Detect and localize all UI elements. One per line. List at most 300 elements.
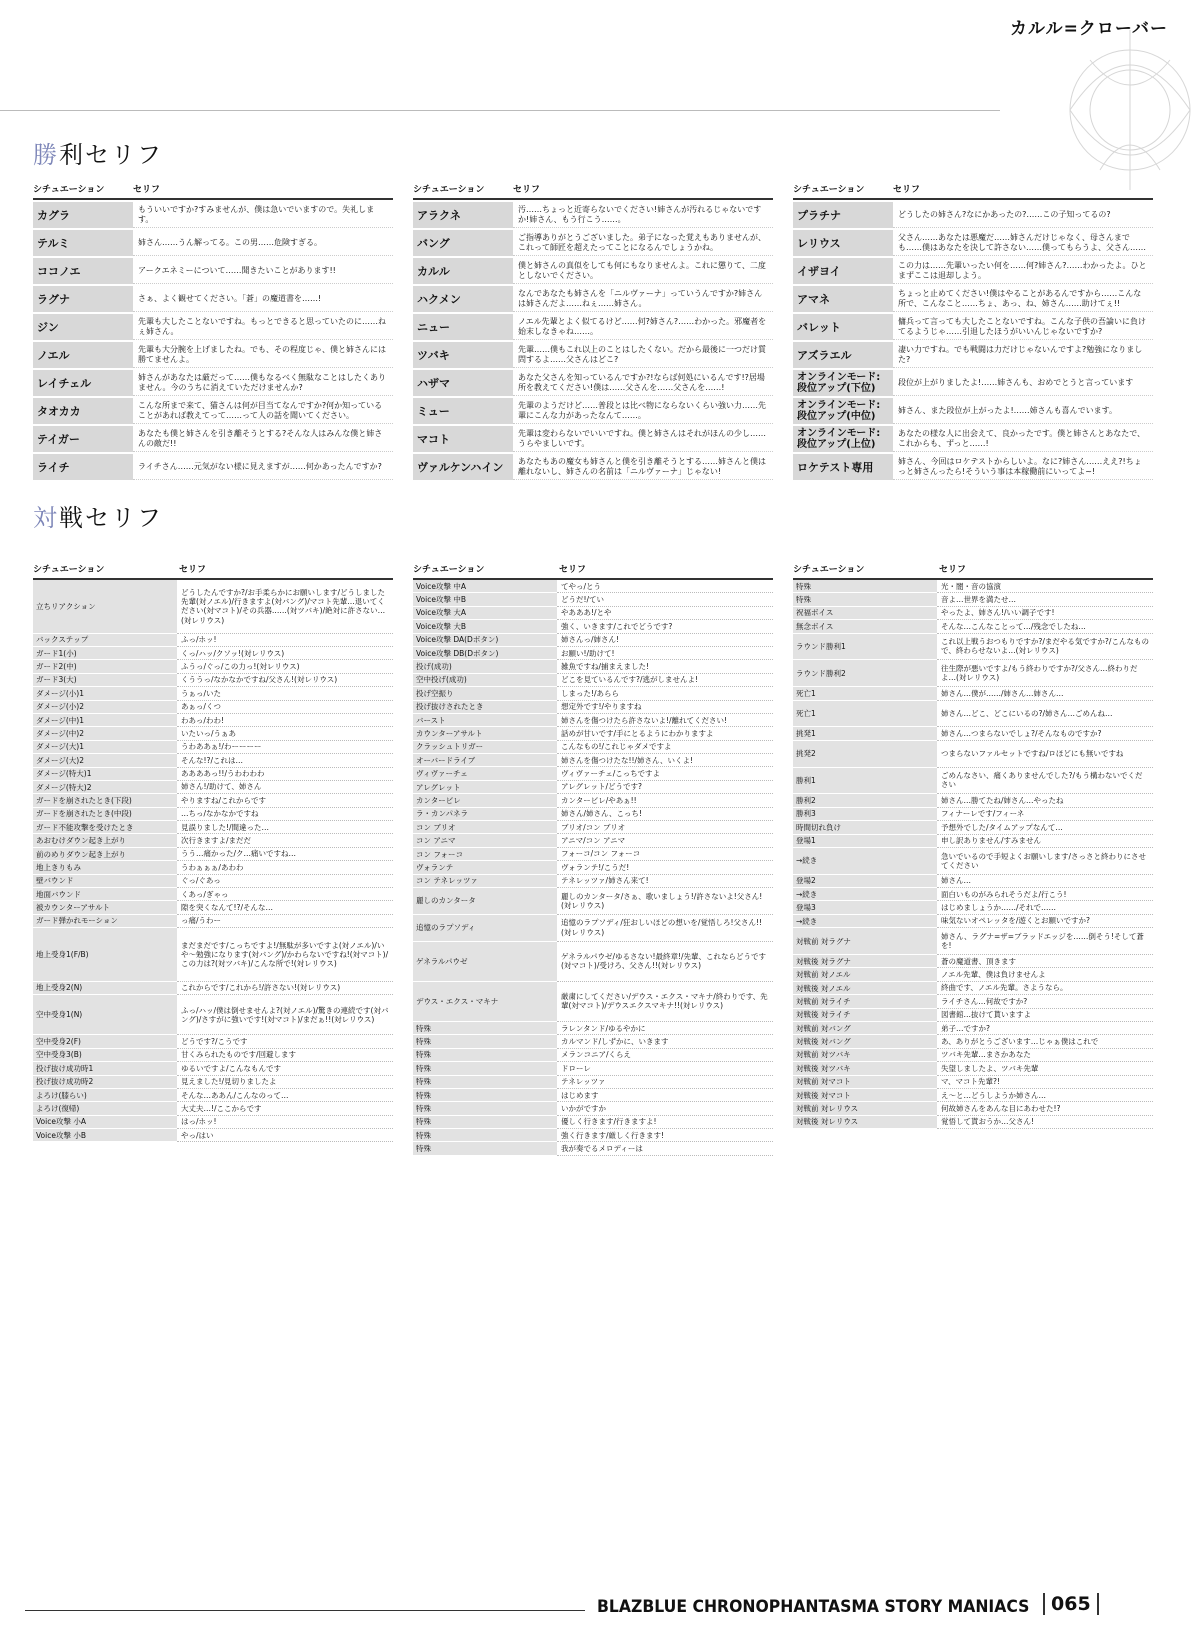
situation-cell: 特殊 (793, 593, 937, 606)
situation-cell: Voice攻撃 大A (413, 607, 557, 620)
header-line: セリフ (559, 565, 587, 575)
line-cell: やっ/はい (177, 1129, 393, 1142)
line-cell: テネレッツァ (557, 1076, 773, 1089)
line-cell: っ痛/うわー (177, 915, 393, 928)
situation-cell: コン フォーコ (413, 848, 557, 861)
line-cell: マ、マコト先輩?! (937, 1076, 1153, 1089)
table-row (793, 848, 1153, 875)
table-row (33, 781, 393, 794)
line-cell: アークエネミーについて……聞きたいことがあります!! (133, 258, 393, 284)
situation-cell: ダメージ(中)2 (33, 727, 177, 740)
header-divider (0, 110, 1000, 111)
table-row (413, 370, 773, 396)
line-cell: 姉さん…勝てたね/姉さん…やったね (937, 794, 1153, 807)
table-row (413, 808, 773, 821)
situation-cell: 地面バウンド (33, 888, 177, 901)
situation-cell: 特殊 (413, 1062, 557, 1075)
line-cell: 姉さん!/助けて、姉さん (177, 781, 393, 794)
line-cell: うわああぁ!/わーーーー (177, 741, 393, 754)
line-cell: お願い!/助けて! (557, 647, 773, 660)
table-row (793, 982, 1153, 995)
line-cell: ゆるいですよ/こんなもんです (177, 1062, 393, 1075)
footer-divider (25, 1610, 585, 1611)
table-row (33, 794, 393, 807)
table-row (793, 808, 1153, 821)
table-row (413, 781, 773, 794)
line-cell: そんな…こんなことって…/残念でしたね… (937, 620, 1153, 633)
line-cell: 音よ…世界を満たせ… (937, 593, 1153, 606)
line-cell: いたいっ/うぁあ (177, 727, 393, 740)
line-cell: ツバキ先輩…まさかあなた (937, 1049, 1153, 1062)
line-cell: ぐっ/ぐあっ (177, 875, 393, 888)
table-row (33, 714, 393, 727)
table-row (413, 687, 773, 700)
battle-column (33, 562, 393, 1156)
line-cell: 予想外でした/タイムアップなんて… (937, 821, 1153, 834)
header-line: セリフ (179, 565, 207, 575)
situation-cell: カグラ (33, 202, 133, 228)
table-row (793, 1089, 1153, 1102)
line-cell: てやっ/とう (557, 580, 773, 593)
table-row (413, 701, 773, 714)
table-row (793, 398, 1153, 424)
table-row (413, 888, 773, 915)
situation-cell: オーバードライブ (413, 754, 557, 767)
table-row (413, 861, 773, 874)
table-row (413, 1102, 773, 1115)
table-row (33, 834, 393, 847)
header-situation: シチュエーション (33, 185, 105, 195)
line-cell: メランコニア/くらえ (557, 1049, 773, 1062)
situation-cell: 登場3 (793, 901, 937, 914)
line-cell: ドローレ (557, 1062, 773, 1075)
line-cell: どうです?/こうです (177, 1035, 393, 1048)
table-row (793, 230, 1153, 256)
line-cell: 姉さん…どこ、どこにいるの?/姉さん…ごめんね… (937, 701, 1153, 728)
line-cell: 申し訳ありません/すみません (937, 835, 1153, 848)
situation-cell: ライチ (33, 454, 133, 480)
situation-cell: ラウンド勝利2 (793, 660, 937, 687)
table-row (33, 995, 393, 1035)
battle-column-header (793, 562, 1153, 580)
line-cell: もういいですか?すみませんが、僕は急いでいますので。失礼します。 (133, 202, 393, 228)
line-cell: 話めが甘いです/手にとるようにわかりますよ (557, 727, 773, 740)
situation-cell: 登場2 (793, 875, 937, 888)
situation-cell: 対戦前 対レリウス (793, 1102, 937, 1115)
situation-cell: コン テネレッツァ (413, 875, 557, 888)
line-cell: つまらないファルセットですね/ロほどにも無いですね (937, 741, 1153, 768)
table-row (33, 1035, 393, 1048)
table-row (33, 701, 393, 714)
table-row (413, 593, 773, 606)
situation-cell: 対戦前 対マコト (793, 1076, 937, 1089)
victory-column (793, 182, 1153, 482)
line-cell: そんな!?/これは… (177, 754, 393, 767)
situation-cell: アレグレット (413, 781, 557, 794)
situation-cell: 時間切れ負け (793, 821, 937, 834)
situation-cell: 勝利1 (793, 768, 937, 795)
situation-cell: 被カウンターアサルト (33, 901, 177, 914)
table-row (33, 230, 393, 256)
situation-cell: アマネ (793, 286, 893, 312)
table-row (33, 1076, 393, 1089)
line-cell: ノエル先輩、僕は負けませんよ (937, 968, 1153, 981)
victory-column (33, 182, 393, 482)
line-cell: 味気ないオペレッタを/遊くとお願いですか? (937, 915, 1153, 928)
line-cell: くあっ/ぎゃっ (177, 888, 393, 901)
table-row (33, 741, 393, 754)
line-cell: 父さん……あなたは悪魔だ……姉さんだけじゃなく、母さんまでも……僕はあなたを決して許さない……僕ってもらうよ、父さん…… (893, 230, 1153, 256)
table-row (413, 821, 773, 834)
line-cell: 姉さん、ラグナ=ザ=ブラッドエッジを……倒そう!そして蒼を! (937, 928, 1153, 955)
page-number: 065 (1043, 1593, 1099, 1615)
line-cell: 見誤りました!/間違った… (177, 821, 393, 834)
battle-table-grid (33, 562, 1153, 1156)
table-row (413, 1129, 773, 1142)
line-cell: 隙を突くなんて!?/そんな… (177, 901, 393, 914)
situation-cell: 勝利3 (793, 808, 937, 821)
situation-cell: 投げ(成功) (413, 660, 557, 673)
table-row (33, 982, 393, 995)
line-cell: くううっ/なかなかですね/父さん!(対レリウス) (177, 674, 393, 687)
table-row (793, 607, 1153, 620)
situation-cell: 登場1 (793, 835, 937, 848)
line-cell: ご指導ありがとうございました。弟子になった覚えもありませんが、これって師匠を超えたってことになるんでしょうかね。 (513, 230, 773, 256)
situation-cell: 特殊 (413, 1049, 557, 1062)
table-row (33, 398, 393, 424)
situation-cell: →続き (793, 915, 937, 928)
line-cell: ブリオ/コン ブリオ (557, 821, 773, 834)
situation-cell: 死亡1 (793, 701, 937, 728)
situation-cell: クラッシュトリガー (413, 741, 557, 754)
situation-cell: 地上受身1(F/B) (33, 928, 177, 982)
table-row (33, 901, 393, 914)
line-cell: 我が奏でるメロディーは (557, 1142, 773, 1155)
situation-cell: レリウス (793, 230, 893, 256)
situation-cell: ガードを崩されたとき(下段) (33, 794, 177, 807)
table-row (413, 1076, 773, 1089)
table-row (33, 314, 393, 340)
line-cell: あぁっ/くつ (177, 701, 393, 714)
battle-column (793, 562, 1153, 1156)
situation-cell: 対戦後 対ノエル (793, 982, 937, 995)
situation-cell: 対戦後 対レリウス (793, 1116, 937, 1129)
victory-column (413, 182, 773, 482)
situation-cell: 対戦後 対ラグナ (793, 955, 937, 968)
table-row (413, 660, 773, 673)
line-cell: 姉さんがあなたは厳だって……僕もなるべく無駄なことはしたくありません。今のうちに消えていただけませんか? (133, 370, 393, 396)
line-cell: くっ/ハッ/クソッ!(対レリウス) (177, 647, 393, 660)
situation-cell: カウンターアサルト (413, 727, 557, 740)
line-cell: カンタービレ/やあぁ!! (557, 794, 773, 807)
table-row (413, 1062, 773, 1075)
situation-cell: 特殊 (413, 1142, 557, 1155)
situation-cell: 勝利2 (793, 794, 937, 807)
situation-cell: 壁バウンド (33, 875, 177, 888)
table-row (793, 768, 1153, 795)
table-row (413, 580, 773, 593)
situation-cell: 対戦後 対マコト (793, 1089, 937, 1102)
situation-cell: ヴィヴァーチェ (413, 767, 557, 780)
situation-cell: ガード弾かれモーション (33, 915, 177, 928)
line-cell: ふっ/ホッ! (177, 634, 393, 647)
table-row (413, 834, 773, 847)
line-cell: しまった!/あらら (557, 687, 773, 700)
situation-cell: ジン (33, 314, 133, 340)
line-cell: 姉さん…僕が……/姉さん…姉さん… (937, 687, 1153, 700)
situation-cell: 挑発1 (793, 727, 937, 740)
situation-cell: 対戦前 対ラグナ (793, 928, 937, 955)
battle-section-title (33, 498, 163, 533)
situation-cell: 対戦後 対バング (793, 1035, 937, 1048)
line-cell: アニマ/コン アニマ (557, 834, 773, 847)
line-cell: 強く、いきます/これでどうです? (557, 620, 773, 633)
situation-cell: カンタービレ (413, 794, 557, 807)
victory-section-title (33, 135, 163, 170)
line-cell: 先輩も大したことないですね。もっとできると思っていたのに……ねぇ姉さん。 (133, 314, 393, 340)
line-cell: ラレンタンド/ゆるやかに (557, 1022, 773, 1035)
situation-cell: 空中受身1(N) (33, 995, 177, 1035)
situation-cell: ラ・カンパネラ (413, 808, 557, 821)
table-row (793, 1062, 1153, 1075)
table-row (413, 1022, 773, 1035)
table-row (413, 230, 773, 256)
line-cell: 先輩は変わらないでいいですね。僕と姉さんはそれがほんの少し……うらやましいです。 (513, 426, 773, 452)
table-row (33, 727, 393, 740)
situation-cell: ヴァルケンハイン (413, 454, 513, 480)
situation-cell: 麗しのカンタータ (413, 888, 557, 915)
table-row (33, 647, 393, 660)
line-cell: ヴィヴァーチェ/こっちですよ (557, 767, 773, 780)
line-cell: まだまだです/こっちですよ!/無駄が多いですよ(対ノエル)/いや〜勉強になります(対バング)/かわらないですね!(対マコト)/この力は?(対ツバキ)/こんな所で!(対レリウス) (177, 928, 393, 982)
table-row (793, 821, 1153, 834)
table-row (33, 754, 393, 767)
line-cell: 先輩のようだけど……普段とは比べ物にならないくらい強い力……先輩にこんな力があったなんて……。 (513, 398, 773, 424)
victory-table (793, 200, 1153, 482)
line-cell: 姉さん……うん解ってる。この男……危険すぎる。 (133, 230, 393, 256)
table-row (33, 1129, 393, 1142)
battle-table (33, 580, 393, 1142)
table-row (33, 660, 393, 673)
situation-cell: ダメージ(中)1 (33, 714, 177, 727)
header-situation: シチュエーション (793, 565, 865, 575)
table-row (413, 1049, 773, 1062)
table-row (413, 727, 773, 740)
line-cell: 姉さん、また段位が上がったよ!……姉さんも喜んでいます。 (893, 398, 1153, 424)
table-row (793, 1049, 1153, 1062)
table-row (413, 794, 773, 807)
situation-cell: 投げ抜け成功時1 (33, 1062, 177, 1075)
line-cell: そんな…ああん/こんなのって… (177, 1089, 393, 1102)
situation-cell: 空中受身2(F) (33, 1035, 177, 1048)
table-row (413, 314, 773, 340)
situation-cell: Voice攻撃 小A (33, 1116, 177, 1129)
table-row (793, 875, 1153, 888)
line-cell: ノエル先輩とよく似てるけど……何?姉さん?……わかった。邪魔者を始末しなきゃね……。 (513, 314, 773, 340)
situation-cell: オンラインモード: 段位アップ(中位) (793, 398, 893, 424)
situation-cell: 前のめりダウン起き上がり (33, 848, 177, 861)
table-row (793, 1022, 1153, 1035)
line-cell: 何故姉さんをあんな目にあわせた!? (937, 1102, 1153, 1115)
line-cell: ふっ/ハッ/僕は倒せませんよ?(対ノエル)/驚きの連続です(対バング)/さすがに強いです!(対マコト)/まだぁ!!(対レリウス) (177, 995, 393, 1035)
line-cell: あなたもあの魔女も姉さんと僕を引き離そうとする……姉さんと僕は離れないし、姉さんの名前は「ニルヴァーナ」じゃない! (513, 454, 773, 480)
line-cell: 雑魚ですね/捕まえました! (557, 660, 773, 673)
situation-cell: 対戦前 対バング (793, 1022, 937, 1035)
line-cell: 優しく行きます/行きますよ! (557, 1116, 773, 1129)
table-row (793, 620, 1153, 633)
line-cell: 麗しのカンタータ/さぁ、歌いましょう!/許さないよ!父さん!(対レリウス) (557, 888, 773, 915)
situation-cell: マコト (413, 426, 513, 452)
page-header-title: カルル=クローバー (1010, 19, 1168, 39)
table-row (793, 968, 1153, 981)
situation-cell: ガード1(小) (33, 647, 177, 660)
line-cell: 蒼の魔道書、頂きます (937, 955, 1153, 968)
situation-cell: 地上受身2(N) (33, 982, 177, 995)
table-row (33, 454, 393, 480)
line-cell: 先輩も大分腕を上げましたね。でも、その程度じゃ、僕と姉さんには勝てませんよ。 (133, 342, 393, 368)
situation-cell: バックステップ (33, 634, 177, 647)
table-row (793, 426, 1153, 452)
situation-cell: ダメージ(大)2 (33, 754, 177, 767)
situation-cell: Voice攻撃 大B (413, 620, 557, 633)
situation-cell: ハザマ (413, 370, 513, 396)
line-cell: 姉さんを傷つけたら許さないよ!/離れてください! (557, 714, 773, 727)
table-row (33, 674, 393, 687)
line-cell: やあああ!/とや (557, 607, 773, 620)
victory-table-grid (33, 182, 1153, 482)
situation-cell: 対戦前 対ノエル (793, 968, 937, 981)
situation-cell: よろけ(膝らい) (33, 1089, 177, 1102)
table-row (793, 1076, 1153, 1089)
situation-cell: ハクメン (413, 286, 513, 312)
line-cell: 見えました!/見切りましたよ (177, 1076, 393, 1089)
table-row (33, 634, 393, 647)
situation-cell: ツバキ (413, 342, 513, 368)
line-cell: カルマンド/しずかに、いきます (557, 1035, 773, 1048)
line-cell: 失望しましたよ、ツバキ先輩 (937, 1062, 1153, 1075)
line-cell: 先輩……僕もこれ以上のことはしたくない。だから最後に一つだけ質問するよ……父さんはどこ? (513, 342, 773, 368)
situation-cell: 特殊 (793, 580, 937, 593)
table-row (413, 286, 773, 312)
line-cell: 想定外です!/やりますね (557, 701, 773, 714)
line-cell: ああああっ!!/うわわわわ (177, 768, 393, 781)
situation-cell: タオカカ (33, 398, 133, 424)
table-row (413, 620, 773, 633)
situation-cell: 特殊 (413, 1076, 557, 1089)
line-cell: フィナーレです/フィーネ (937, 808, 1153, 821)
situation-cell: オンラインモード: 段位アップ(下位) (793, 370, 893, 396)
line-cell: 甘くみられたものです/回避します (177, 1049, 393, 1062)
situation-cell: 挑発2 (793, 741, 937, 768)
table-row (793, 580, 1153, 593)
line-cell: 図書館…抜けて貰いますよ (937, 1009, 1153, 1022)
situation-cell: コン ブリオ (413, 821, 557, 834)
situation-cell: Voice攻撃 DA(Dボタン) (413, 634, 557, 647)
line-cell: 弟子…ですか? (937, 1022, 1153, 1035)
table-row (413, 1116, 773, 1129)
situation-cell: ダメージ(小)1 (33, 687, 177, 700)
table-row (793, 1035, 1153, 1048)
line-cell: ライチさん……元気がない様に見えますが……何かあったんですか? (133, 454, 393, 480)
table-row (33, 202, 393, 228)
line-cell: うう…痛かった/ク…痛いですね… (177, 848, 393, 861)
table-row (33, 888, 393, 901)
table-row (413, 258, 773, 284)
table-row (793, 370, 1153, 396)
header-line: セリフ (513, 185, 541, 195)
victory-column-header (33, 182, 393, 200)
line-cell: 強く行きます/厳しく行きます! (557, 1129, 773, 1142)
situation-cell: 特殊 (413, 1022, 557, 1035)
situation-cell: 特殊 (413, 1116, 557, 1129)
header-situation: シチュエーション (413, 185, 485, 195)
situation-cell: ガード不能攻撃を受けたとき (33, 821, 177, 834)
situation-cell: テルミ (33, 230, 133, 256)
battle-table (413, 580, 773, 1156)
situation-cell: オンラインモード: 段位アップ(上位) (793, 426, 893, 452)
line-cell: いかがですか (557, 1102, 773, 1115)
situation-cell: デウス・エクス・マキナ (413, 982, 557, 1022)
battle-table (793, 580, 1153, 1129)
footer-brand: BLAZBLUE CHRONOPHANTASMA STORY MANIACS (597, 1597, 1030, 1617)
victory-table (33, 200, 393, 482)
situation-cell: ダメージ(特大)1 (33, 768, 177, 781)
line-cell: この力は……先輩いったい何を……何?姉さん?……わかったよ。ひとまずここは退却しよう。 (893, 258, 1153, 284)
situation-cell: Voice攻撃 小B (33, 1129, 177, 1142)
situation-cell: コン アニマ (413, 834, 557, 847)
table-row (793, 1102, 1153, 1115)
table-row (793, 701, 1153, 728)
situation-cell: 対戦後 対ツバキ (793, 1062, 937, 1075)
situation-cell: 追憶のラプソディ (413, 915, 557, 942)
situation-cell: 特殊 (413, 1102, 557, 1115)
table-row (413, 1035, 773, 1048)
table-row (793, 342, 1153, 368)
header-line: セリフ (939, 565, 967, 575)
situation-cell: →続き (793, 848, 937, 875)
header-line: セリフ (893, 185, 921, 195)
victory-column-header (793, 182, 1153, 200)
situation-cell: Voice攻撃 DB(Dボタン) (413, 647, 557, 660)
table-row (413, 1089, 773, 1102)
header-situation: シチュエーション (33, 565, 105, 575)
situation-cell: テイガー (33, 426, 133, 452)
line-cell: これ以上戦うおつもりですか?/まだやる気ですか?/こんなもので、終わらせないよ…(対レリウス) (937, 634, 1153, 661)
table-row (413, 915, 773, 942)
table-row (33, 1116, 393, 1129)
table-row (413, 342, 773, 368)
table-row (413, 767, 773, 780)
table-row (793, 794, 1153, 807)
table-row (413, 848, 773, 861)
situation-cell: 特殊 (413, 1035, 557, 1048)
table-row (33, 1089, 393, 1102)
table-row (413, 454, 773, 480)
situation-cell: 無念ボイス (793, 620, 937, 633)
line-cell: こんなもの!/これじゃダメですよ (557, 741, 773, 754)
situation-cell: Voice攻撃 中A (413, 580, 557, 593)
line-cell: フォーコ/コン フォーコ (557, 848, 773, 861)
line-cell: 姉さん…つまらないでしょ?/そんなものですか? (937, 727, 1153, 740)
situation-cell: 投げ抜けされたとき (413, 701, 557, 714)
line-cell: どうしたの姉さん?なにかあったの?……この子知ってるの? (893, 202, 1153, 228)
situation-cell: バースト (413, 714, 557, 727)
line-cell: …ちっ/なかなかですね (177, 808, 393, 821)
situation-cell: 投げ抜け成功時2 (33, 1076, 177, 1089)
line-cell: はっ/ホッ! (177, 1116, 393, 1129)
situation-cell: 地上きりもみ (33, 861, 177, 874)
line-cell: 姉さん/姉さん、こっち! (557, 808, 773, 821)
